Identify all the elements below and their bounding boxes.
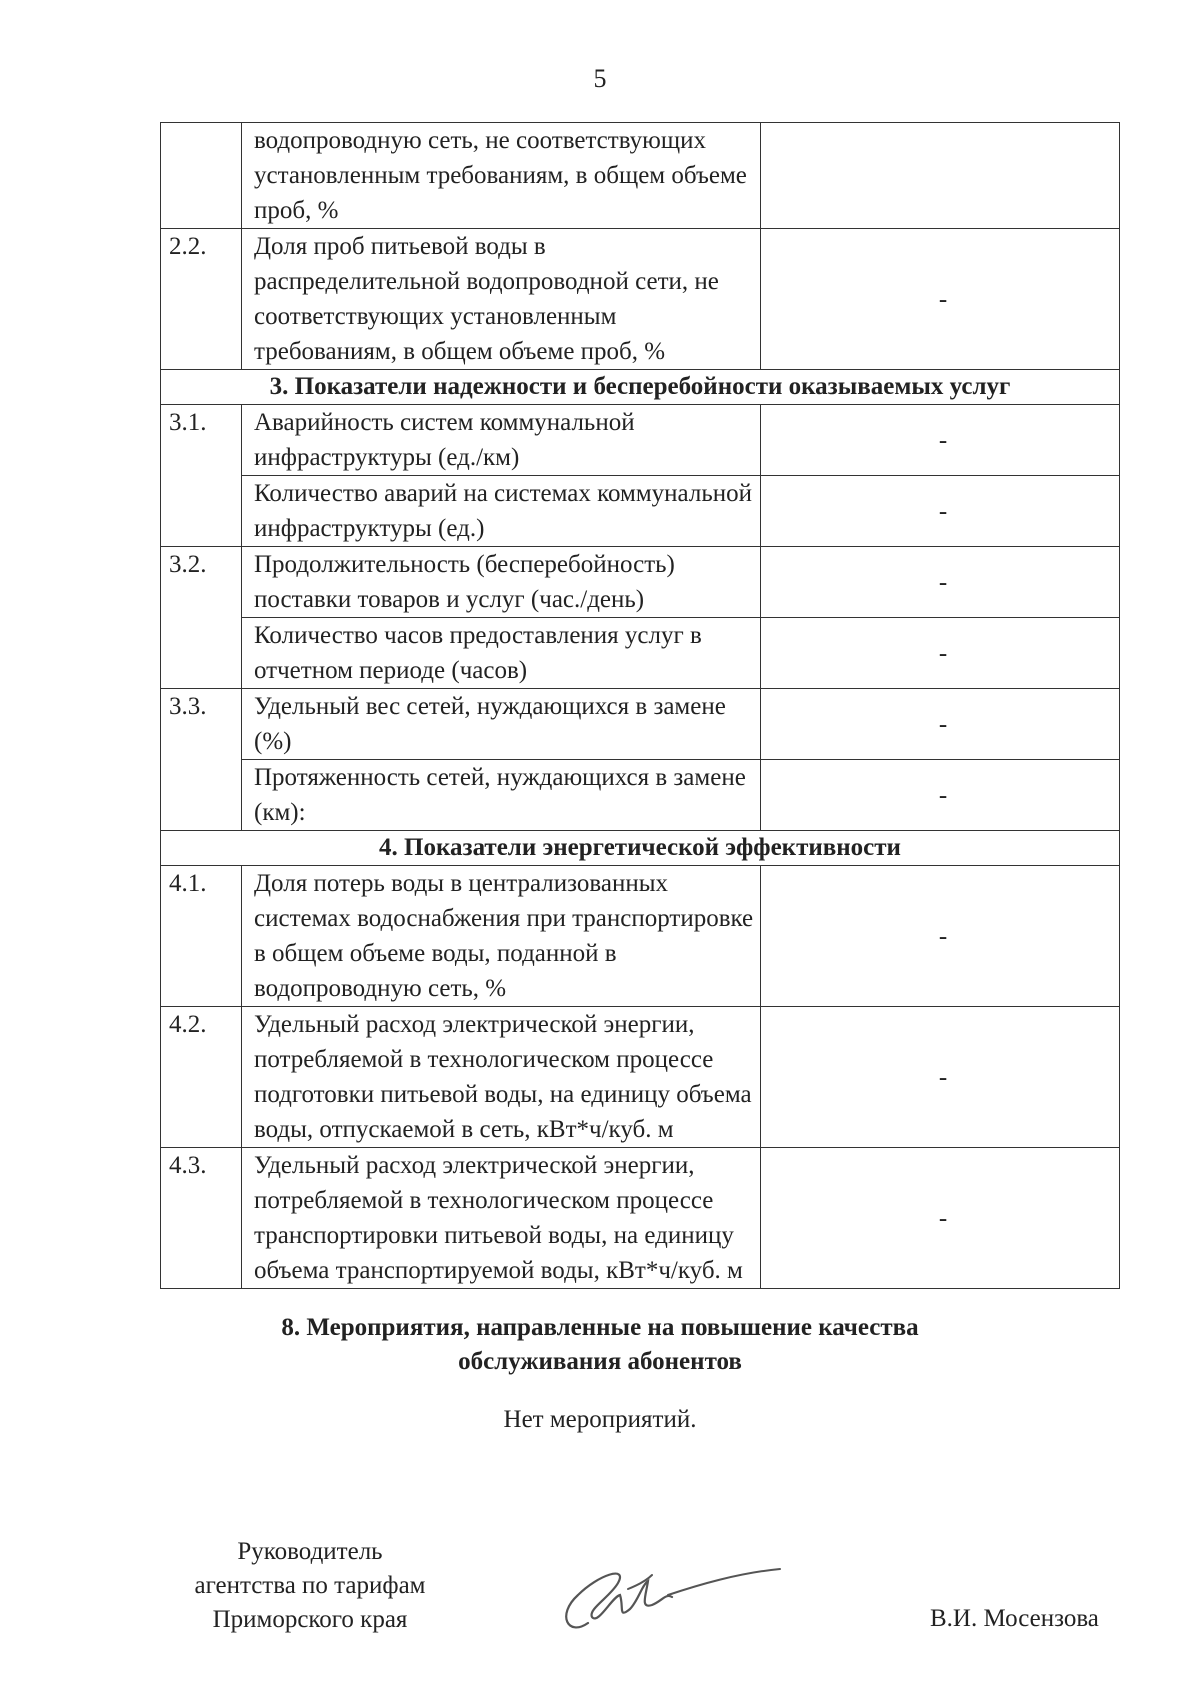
- row-indicator-text: Удельный вес сетей, нуждающихся в замене (%): [242, 689, 761, 760]
- row-indicator-text: Удельный расход электрической энергии, потребляемой в технологическом процессе транспортировки питьевой воды, на единицу объема транспортируемой воды, кВт*ч/куб. м: [242, 1148, 761, 1289]
- row-value: -: [761, 547, 1120, 618]
- indicators-table: [160, 122, 1120, 1289]
- row-number: 3.3.: [161, 689, 242, 831]
- row-value: -: [761, 618, 1120, 689]
- table-row: [161, 547, 1120, 618]
- row-value: -: [761, 1148, 1120, 1289]
- table-row: [161, 689, 1120, 760]
- position-line-2: агентства по тарифам: [194, 1572, 426, 1599]
- row-number: 4.3.: [161, 1148, 242, 1289]
- row-value: -: [761, 476, 1120, 547]
- signer-name: В.И. Мосензова: [930, 1605, 1099, 1632]
- section-8-title-line-2: обслуживания абонентов: [458, 1348, 742, 1375]
- section-header-row: [161, 370, 1120, 405]
- position-line-1: Руководитель: [237, 1538, 383, 1565]
- position-line-3: Приморского края: [212, 1606, 408, 1633]
- row-value: -: [761, 405, 1120, 476]
- row-indicator-text: Продолжительность (бесперебойность) поставки товаров и услуг (час./день): [242, 547, 761, 618]
- row-value: -: [761, 1007, 1120, 1148]
- row-indicator-text: Удельный расход электрической энергии, потребляемой в технологическом процессе подготовки питьевой воды, на единицу объема воды, отпускаемой в сеть, кВт*ч/куб. м: [242, 1007, 761, 1148]
- table-row: [161, 760, 1120, 831]
- section-8-title-line-1: 8. Мероприятия, направленные на повышение качества: [281, 1314, 919, 1341]
- row-value: -: [761, 689, 1120, 760]
- row-indicator-text: водопроводную сеть, не соответствующих установленным требованиям, в общем объеме проб, %: [242, 123, 761, 229]
- row-value: -: [761, 866, 1120, 1007]
- row-number: 3.1.: [161, 405, 242, 547]
- handwritten-signature: [548, 1545, 788, 1645]
- table-row: [161, 618, 1120, 689]
- table-row: [161, 476, 1120, 547]
- row-number: 4.2.: [161, 1007, 242, 1148]
- table-row: [161, 1007, 1120, 1148]
- table-row: [161, 1148, 1120, 1289]
- table-row: [161, 405, 1120, 476]
- row-value: -: [761, 760, 1120, 831]
- row-indicator-text: Количество аварий на системах коммунальной инфраструктуры (ед.): [242, 476, 761, 547]
- table-row: [161, 123, 1120, 229]
- row-indicator-text: Аварийность систем коммунальной инфраструктуры (ед./км): [242, 405, 761, 476]
- section-header: 4. Показатели энергетической эффективности: [161, 831, 1120, 866]
- table-row: [161, 866, 1120, 1007]
- row-value: [761, 123, 1120, 229]
- section-8-text: Нет мероприятий.: [503, 1406, 697, 1433]
- row-indicator-text: Доля проб питьевой воды в распределительной водопроводной сети, не соответствующих установленным требованиям, в общем объеме проб, %: [242, 229, 761, 370]
- row-indicator-text: Протяженность сетей, нуждающихся в замене (км):: [242, 760, 761, 831]
- signatory-position: [160, 1535, 460, 1637]
- table-row: [161, 229, 1120, 370]
- indicators-table-body: [161, 123, 1120, 1289]
- row-number: [161, 123, 242, 229]
- row-number: 4.1.: [161, 866, 242, 1007]
- section-header-row: [161, 831, 1120, 866]
- row-value: -: [761, 229, 1120, 370]
- row-indicator-text: Количество часов предоставления услуг в отчетном периоде (часов): [242, 618, 761, 689]
- row-indicator-text: Доля потерь воды в централизованных системах водоснабжения при транспортировке в общем объеме воды, поданной в водопроводную сеть, %: [242, 866, 761, 1007]
- row-number: 2.2.: [161, 229, 242, 370]
- row-number: 3.2.: [161, 547, 242, 689]
- section-header: 3. Показатели надежности и бесперебойности оказываемых услуг: [161, 370, 1120, 405]
- section-8-title: [0, 1311, 1200, 1379]
- page-number: 5: [593, 64, 607, 93]
